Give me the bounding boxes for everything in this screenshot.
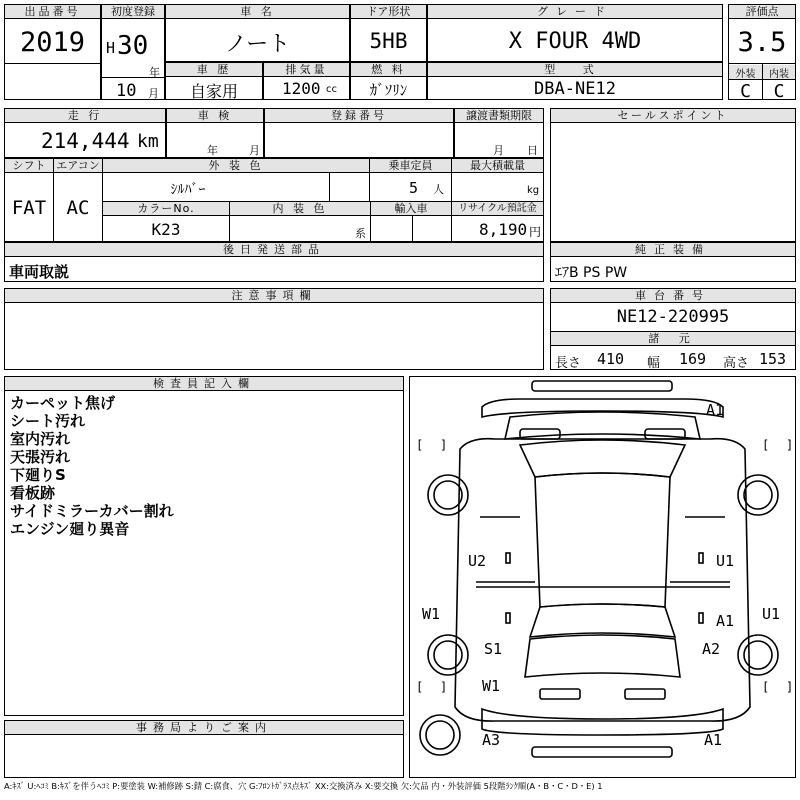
inspector-note-item: カーペット焦げ: [10, 394, 116, 412]
later-parts-label: 後日発送部品: [5, 243, 543, 257]
era-letter: H: [106, 39, 116, 57]
fuel-box: [350, 62, 427, 100]
score-value: 3.5: [737, 27, 787, 58]
width-value: 169: [679, 350, 707, 368]
car-name-label: 車 名: [166, 5, 349, 19]
first-registration-box: [101, 4, 165, 100]
year-unit: 年: [149, 66, 160, 79]
displacement-unit: cc: [326, 84, 337, 95]
color-number-value: K23: [151, 220, 181, 239]
inspector-note-item: エンジン廻り異音: [10, 520, 130, 538]
inspection-month-unit: 月: [249, 144, 260, 157]
displacement-value: 1200: [282, 79, 321, 98]
transfer-month-unit: 月: [493, 144, 504, 157]
shift-value: FAT: [11, 197, 47, 219]
inspector-note-item: 看板跡: [10, 484, 56, 502]
lot-number-label: 出品番号: [5, 5, 100, 19]
chassis-number-label: 車台番号: [551, 289, 795, 303]
damage-mark-rear-right-bumper: A1: [704, 731, 723, 749]
model-code-box: [427, 62, 723, 100]
damage-mark-front-right-door: A1: [716, 612, 735, 630]
damage-mark-rear-right-door: U1: [716, 552, 735, 570]
damage-mark-hood: A1: [706, 401, 725, 419]
color-number-label: カラーNo.: [103, 202, 229, 216]
displacement-label: 排気量: [264, 63, 349, 77]
lot-number-value: 2019: [19, 27, 86, 58]
length-value: 410: [597, 350, 625, 368]
genuine-equipment-box: [550, 242, 796, 282]
damage-labels: [422, 401, 780, 749]
score-box: [728, 4, 796, 100]
recycle-label: リサイクル預託金: [452, 202, 543, 216]
sales-points-box: [550, 108, 796, 242]
car-name-box: [165, 4, 350, 62]
length-label: 長さ: [555, 356, 582, 371]
model-code-label: 型 式: [428, 63, 722, 77]
damage-mark-right-front-fender: A2: [702, 640, 721, 658]
damage-mark-left-sill: S1: [484, 640, 503, 658]
exterior-color-value: ｼﾙﾊﾞｰ: [170, 182, 206, 198]
month-unit: 月: [148, 87, 159, 100]
transfer-deadline-label: 譲渡書類期限: [455, 109, 543, 123]
interior-color-label: 内 装 色: [230, 202, 370, 216]
recycle-value: 8,190: [479, 220, 528, 239]
later-parts-value: 車両取説: [9, 263, 70, 281]
car-name-value: ノート: [224, 32, 291, 57]
damage-mark-right-fender: U1: [762, 605, 781, 623]
dimensions-label: 諸 元: [551, 332, 795, 346]
door-type-box: [350, 4, 427, 62]
score-label: 評価点: [729, 5, 795, 19]
import-label: 輸入車: [371, 202, 451, 216]
office-label: 事務局よりご案内: [5, 721, 403, 735]
exterior-label: 外装: [729, 65, 762, 80]
mileage-value: 214,444: [41, 129, 130, 153]
interior-label: 内装: [763, 65, 795, 80]
damage-mark-left-rear-quarter: W1: [482, 677, 501, 695]
inspector-note-item: 天張汚れ: [10, 448, 71, 466]
svg-text:]: ]: [786, 438, 794, 452]
width-label: 幅: [647, 356, 661, 371]
capacity-value: 5: [409, 179, 419, 197]
genuine-equipment-label: 純正装備: [551, 243, 795, 257]
max-load-label: 最大積載量: [452, 159, 543, 173]
recycle-unit: 円: [529, 225, 542, 239]
grade-label: グレード: [428, 5, 722, 19]
transfer-deadline-box: [454, 108, 544, 158]
notes-box: [4, 288, 544, 370]
inspector-note-item: サイドミラーカバー割れ: [10, 502, 174, 520]
aircon-label: エアコン: [54, 159, 102, 173]
inspection-label: 車 検: [167, 109, 263, 123]
inspector-note-item: シート汚れ: [10, 412, 86, 430]
exterior-color-label: 外 装 色: [103, 159, 369, 173]
max-load-unit: kg: [527, 185, 540, 196]
registration-number-box: [264, 108, 454, 158]
height-label: 高さ: [723, 356, 750, 371]
grade-value: X FOUR 4WD: [508, 29, 642, 54]
spec-block: [4, 158, 544, 242]
capacity-label: 乗車定員: [370, 159, 451, 173]
mileage-box: [4, 108, 166, 158]
inspection-year-unit: 年: [207, 144, 218, 157]
history-label: 車 歴: [166, 63, 262, 77]
model-code-value: DBA-NE12: [534, 79, 616, 99]
damage-mark-left-fender: W1: [422, 605, 441, 623]
lot-number-box: [4, 4, 101, 100]
fuel-value: ｶﾞｿﾘﾝ: [369, 81, 408, 99]
car-diagram-box: [409, 376, 796, 778]
chassis-number-value: NE12-220995: [616, 307, 730, 327]
exterior-grade: C: [740, 81, 751, 102]
first-registration-label: 初度登録: [102, 5, 164, 19]
svg-text:[: [: [762, 438, 770, 452]
legend-text: A:ｷｽﾞ U:ﾍｺﾐ B:ｷｽﾞを伴うﾍｺﾐ P:要塗装 W:補修跡 S:錆 C:腐食、穴 G:ﾌﾛﾝﾄｶﾞﾗｽ点ｷｽﾞ XX:交換済み X:要交換 欠:欠品 内・外装評価 5段階ﾗﾝｸ順(A・B・C・D・E) 1: [4, 781, 603, 791]
grade-box: [427, 4, 723, 62]
sales-points-label: セールスポイント: [551, 109, 795, 123]
registration-month: 10: [116, 81, 137, 101]
inspector-notes-label: 検査員記入欄: [5, 377, 403, 391]
car-diagram: [410, 377, 795, 777]
fuel-label: 燃 料: [351, 63, 426, 77]
inspection-box: [166, 108, 264, 158]
office-box: [4, 720, 404, 778]
capacity-unit: 人: [433, 183, 444, 196]
inspector-note-item: 下廻りS: [10, 466, 66, 484]
mileage-label: 走 行: [5, 109, 165, 123]
inspector-notes-box: [4, 376, 404, 716]
door-type-label: ドア形状: [351, 5, 426, 19]
later-parts-box: [4, 242, 544, 282]
mileage-unit: km: [137, 131, 159, 152]
svg-text:]: ]: [440, 680, 448, 694]
shift-label: シフト: [5, 159, 53, 173]
inspector-notes-list: [10, 394, 174, 538]
chassis-box: [550, 288, 796, 370]
svg-text:[: [: [762, 680, 770, 694]
genuine-equipment-value: ｴｱB PS PW: [555, 265, 628, 281]
svg-text:[: [: [416, 438, 424, 452]
damage-mark-rear-left-door: U2: [468, 552, 487, 570]
history-value: 自家用: [189, 82, 238, 101]
svg-text:[: [: [416, 680, 424, 694]
history-box: [165, 62, 263, 100]
registration-number-label: 登録番号: [265, 109, 453, 123]
notes-label: 注意事項欄: [5, 289, 543, 303]
svg-text:]: ]: [786, 680, 794, 694]
height-value: 153: [759, 350, 787, 368]
inspector-note-item: 室内汚れ: [10, 430, 71, 448]
registration-year: 30: [117, 31, 149, 61]
interior-color-unit: 系: [355, 227, 366, 240]
damage-mark-rear-left-bumper: A3: [482, 731, 501, 749]
door-type-value: 5HB: [369, 29, 408, 53]
aircon-value: AC: [66, 197, 90, 219]
transfer-day-unit: 日: [527, 144, 538, 157]
interior-grade: C: [773, 81, 785, 102]
svg-text:]: ]: [440, 438, 448, 452]
displacement-box: [263, 62, 350, 100]
